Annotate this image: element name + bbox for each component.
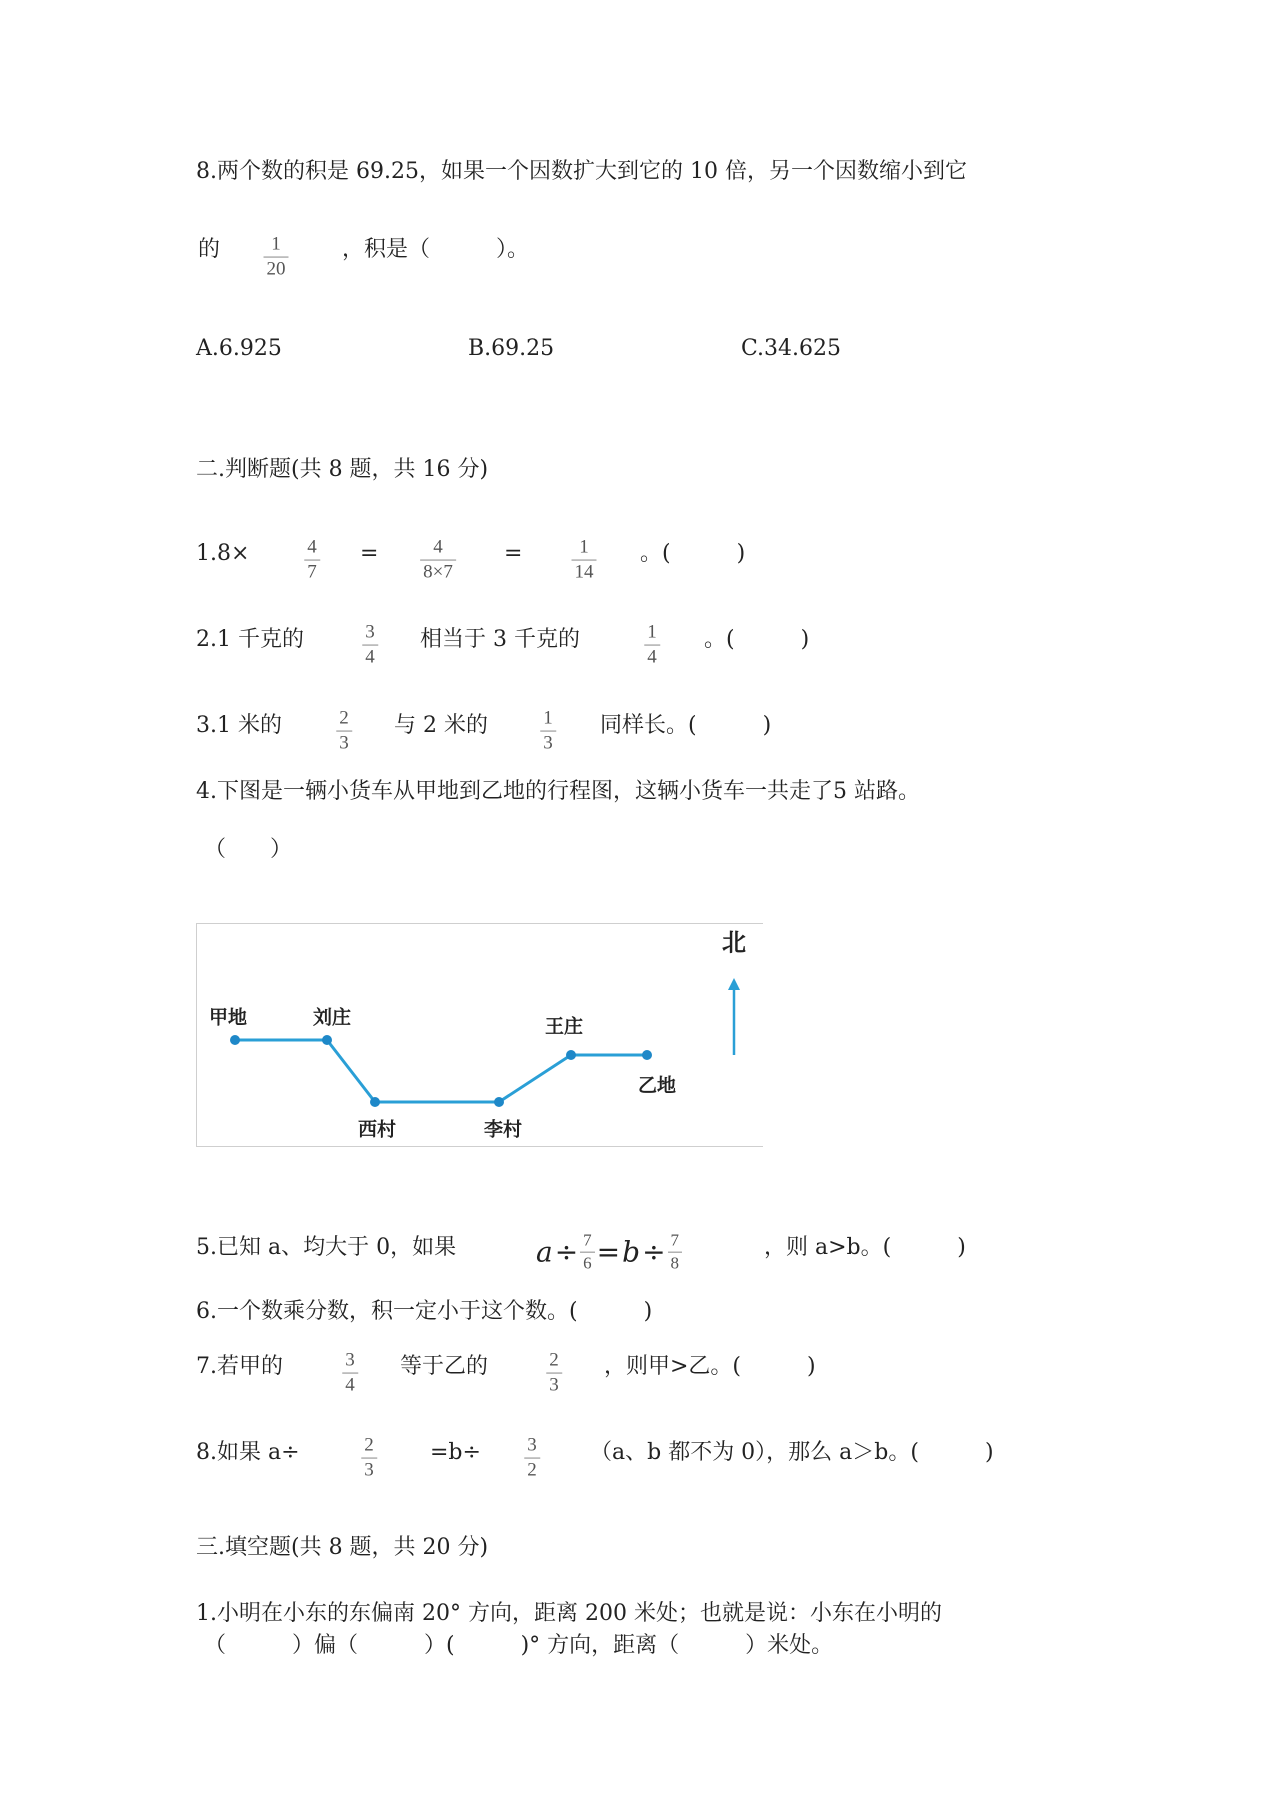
equals: = xyxy=(360,541,379,566)
judge-6-text: 6.一个数乘分数，积一定小于这个数。( ) xyxy=(196,1299,653,1324)
judge-1-text: 1.8× xyxy=(196,541,250,566)
judge-7-text: 7.若甲的 xyxy=(196,1354,283,1379)
section-2-title: 二.判断题(共 8 题，共 16 分) xyxy=(196,457,489,482)
fill-1-line2: （ ）偏（ ）( )° 方向，距离（ ）米处。 xyxy=(204,1633,834,1658)
judge-7-text: 等于乙的 xyxy=(400,1354,489,1379)
fraction: $\frac{7}{6}$ xyxy=(580,1232,595,1273)
stop-label: 西村 xyxy=(357,1118,397,1141)
answer-paren: （ ） xyxy=(204,837,293,862)
fraction: 1 20 xyxy=(264,235,289,280)
judge-2-text: 2.1 千克的 xyxy=(196,627,304,652)
stop-label: 李村 xyxy=(483,1118,523,1141)
judge-7-text: ，则甲>乙。( ) xyxy=(604,1354,816,1379)
judge-8-text: （a、b 都不为 0），那么 a＞b。( ) xyxy=(590,1440,994,1465)
route-diagram xyxy=(196,923,763,1147)
arrowhead-icon xyxy=(728,978,740,990)
fraction: 2 3 xyxy=(361,1436,377,1481)
stop-label: 乙地 xyxy=(637,1074,677,1097)
judge-8-text: 8.如果 a÷ xyxy=(196,1440,300,1465)
fraction: 4 7 xyxy=(304,538,320,583)
option-b: B.69.25 xyxy=(468,336,555,361)
fraction: $\frac{7}{8}$ xyxy=(668,1232,683,1273)
stop-dot xyxy=(370,1097,380,1107)
judge-1-text: 。( ) xyxy=(640,541,746,566)
fraction: 2 3 xyxy=(336,709,352,754)
stop-label: 王庄 xyxy=(544,1015,584,1038)
judge-2-text: 相当于 3 千克的 xyxy=(420,627,580,652)
fraction: 1 4 xyxy=(644,623,660,668)
fraction: 1 14 xyxy=(572,538,597,583)
var-a: a xyxy=(536,1235,553,1269)
fraction: 4 8×7 xyxy=(420,538,456,583)
option-a: A.6.925 xyxy=(196,336,282,361)
stop-dot xyxy=(566,1050,576,1060)
route-path xyxy=(235,1040,647,1102)
fraction: 3 4 xyxy=(362,623,378,668)
equals: = xyxy=(596,1235,621,1269)
question-8-line1: 8.两个数的积是 69.25，如果一个因数扩大到它的 10 倍，另一个因数缩小到它 xyxy=(196,159,967,184)
equals: = xyxy=(504,541,523,566)
judge-8-text: =b÷ xyxy=(430,1440,481,1465)
fill-1-line1: 1.小明在小东的东偏南 20° 方向，距离 200 米处；也就是说：小东在小明的 xyxy=(196,1601,942,1626)
judge-5-text: ，则 a>b。( ) xyxy=(764,1235,966,1260)
fraction: 2 3 xyxy=(546,1351,562,1396)
judge-3-text: 同样长。( ) xyxy=(600,713,772,738)
option-c: C.34.625 xyxy=(741,336,842,361)
north-label: 北 xyxy=(722,928,746,957)
equation xyxy=(536,1232,682,1273)
stop-dot xyxy=(642,1050,652,1060)
fraction: 3 2 xyxy=(524,1436,540,1481)
stop-label: 甲地 xyxy=(208,1006,248,1029)
divide-sign: ÷ xyxy=(642,1235,666,1269)
judge-5-text: 5.已知 a、均大于 0，如果 xyxy=(196,1235,457,1260)
judge-3-text: 3.1 米的 xyxy=(196,713,282,738)
route-line xyxy=(197,924,763,1146)
stop-dot xyxy=(322,1035,332,1045)
question-8-text: ，积是（ ）。 xyxy=(342,237,530,262)
fraction: 3 4 xyxy=(342,1351,358,1396)
stop-label: 刘庄 xyxy=(312,1006,352,1029)
stop-dot xyxy=(230,1035,240,1045)
var-b: b xyxy=(622,1235,641,1269)
judge-3-text: 与 2 米的 xyxy=(394,713,488,738)
fraction: 1 3 xyxy=(540,709,556,754)
stop-dot xyxy=(494,1097,504,1107)
section-3-title: 三.填空题(共 8 题，共 20 分) xyxy=(196,1535,489,1560)
question-8-text: 的 xyxy=(198,237,221,262)
judge-2-text: 。( ) xyxy=(704,627,810,652)
divide-sign: ÷ xyxy=(554,1235,579,1269)
judge-4-text: 4.下图是一辆小货车从甲地到乙地的行程图，这辆小货车一共走了5 站路。 xyxy=(196,779,920,804)
